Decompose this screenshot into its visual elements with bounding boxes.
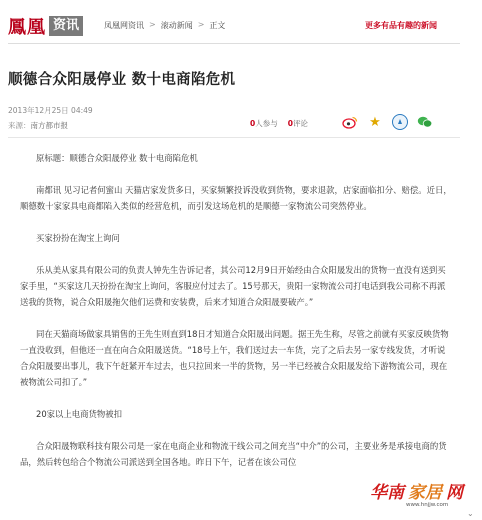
star-icon[interactable]: ★: [369, 114, 381, 130]
comments-count: 0: [287, 119, 293, 128]
comments-label: 评论: [292, 119, 308, 128]
participants-stat[interactable]: [250, 118, 278, 129]
svg-text:家居: 家居: [408, 483, 442, 503]
publish-date: 2013年12月25日 04:49: [8, 106, 93, 115]
chevron-down-icon[interactable]: ⌄: [467, 509, 474, 518]
comments-stat[interactable]: [288, 118, 308, 129]
breadcrumb-item-current: 正文: [209, 21, 226, 30]
participants-count: 0: [250, 119, 256, 128]
engagement-stats: [250, 118, 308, 129]
section-heading: 买家扮扮在淘宝上询问: [36, 233, 120, 243]
svg-text:华南: 华南: [370, 483, 404, 503]
share-bar: [342, 114, 433, 130]
svg-text:网: 网: [446, 483, 463, 503]
original-title-paragraph: 原标题：顺德合众阳晟停业 数十电商陷危机: [36, 153, 198, 163]
meta-divider: [8, 137, 460, 138]
promo-link[interactable]: 更多有品有趣的新闻: [365, 21, 437, 30]
section-heading: 20家以上电商货物被扣: [36, 409, 123, 419]
header-divider: [8, 43, 460, 44]
breadcrumb: [104, 20, 225, 31]
article-body: [20, 150, 452, 486]
breadcrumb-separator: >: [149, 20, 156, 29]
qzone-icon[interactable]: [392, 114, 408, 130]
logo-text: 鳳凰: [8, 17, 46, 38]
watermark-logo: [366, 478, 478, 508]
article-title: 顺德合众阳晟停业 数十电商陷危机: [8, 72, 236, 88]
site-header: [0, 14, 482, 38]
site-watermark: [366, 478, 478, 508]
breadcrumb-item-rolling-news[interactable]: 滚动新闻: [160, 21, 193, 30]
lead-paragraph: 南都讯 见习记者何蜜山 天猫店家发货多日，买家频繁投诉没收到货物，要求退款，店家面临扣分、赔偿。近日，顺德数十家家具电商都陷入类似的经营危机，而引发这场危机的是顺德一家物流公司突然停业。: [20, 185, 452, 211]
weibo-icon[interactable]: [342, 114, 358, 130]
participants-label: 人参与: [255, 119, 278, 128]
source-label: 来源：: [8, 121, 31, 130]
body-paragraph: 乐从美从家具有限公司的负责人钟先生告诉记者，其公司12月9日开始经由合众阳晟发出的货物一直没有送到买家手里，“买家这几天扮扮在淘宝上询问，客服应付过去了。15号那天，贵阳一家物流公司打电话到我公司称不再派送我的货物，说合众阳晟拖欠他们运费和安装费，后来才知道合众阳晟要破产。”: [20, 265, 446, 307]
wechat-icon[interactable]: [417, 114, 433, 130]
svg-text:www.hnjjw.com: www.hnjjw.com: [406, 502, 449, 508]
body-paragraph: 合众阳晟物联科技有限公司是一家在电商企业和物流干线公司之间充当“中介”的公司，主要业务是承接电商的货品，然后转包给合个物流公司派送到全国各地。昨日下午，记者在该公司位: [20, 441, 447, 467]
article-source: [8, 120, 68, 131]
source-link[interactable]: 南方都市报: [30, 121, 68, 130]
body-paragraph: 同在天猫商场做家具销售的王先生则直到18日才知道合众阳晟出问题。据王先生称，尽管之前就有买家反映货物一直没收到，但他还一直在向合众阳晟送货。“18号上午，我们送过去一车货，完了之后去另一家专线发货，才听说合众阳晟要出事儿，我下午赶紧开车过去，也只拉回来一半的货物，另一半已经被合众阳晟发给下游物流公司，现在被物流公司扣了。”: [20, 329, 449, 387]
breadcrumb-item-home[interactable]: 凤凰网资讯: [104, 21, 144, 30]
site-logo[interactable]: [8, 14, 83, 38]
breadcrumb-separator: >: [197, 20, 205, 29]
logo-channel-tag: 资讯: [49, 16, 83, 36]
